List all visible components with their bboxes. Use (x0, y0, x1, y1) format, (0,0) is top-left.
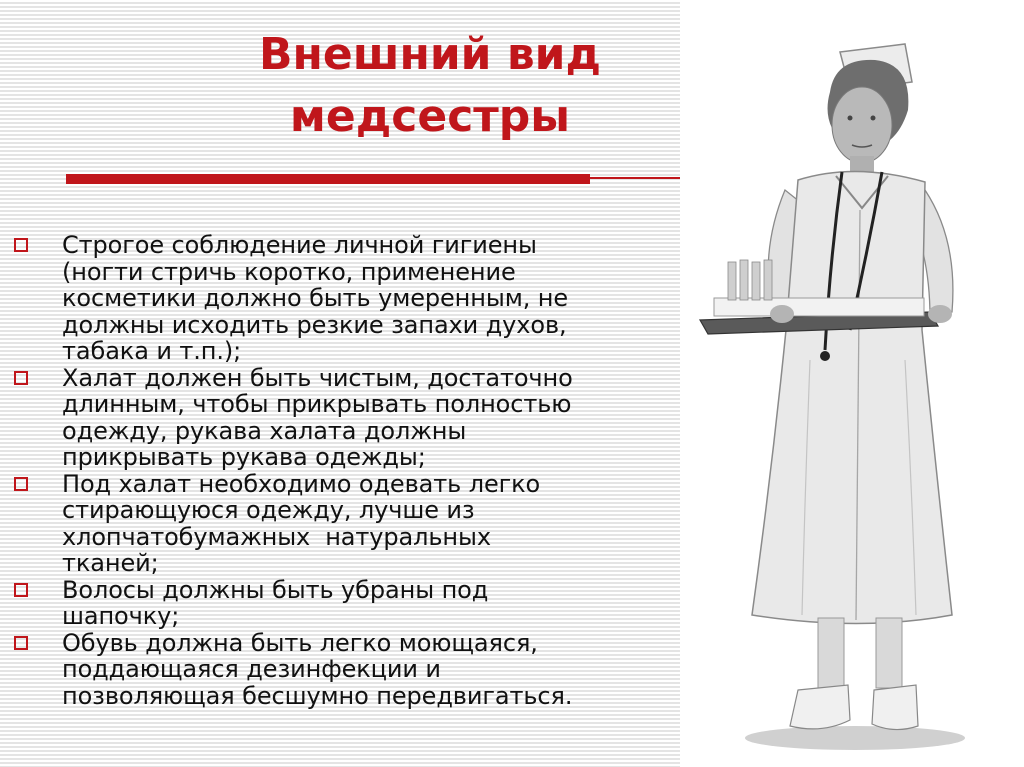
bullet-line: стирающуюся одежду, лучше из (62, 496, 475, 524)
slide-title (220, 24, 640, 148)
title-line-2: медсестры (289, 91, 571, 142)
bullet-line: шапочку; (62, 602, 180, 630)
bullet-line: косметики должно быть умеренным, не (62, 284, 569, 312)
square-bullet-icon (14, 636, 28, 650)
bullet-line: должны исходить резкие запахи духов, (62, 310, 567, 339)
nurse-photo (690, 30, 1020, 760)
bullet-item (10, 471, 680, 577)
bullet-line: табака и т.п.); (62, 337, 242, 365)
bullet-line: Строгое соблюдение личной гигиены (62, 231, 537, 259)
square-bullet-icon (14, 371, 28, 385)
bullet-line: Под халат необходимо одевать легко (62, 469, 541, 498)
bullet-item (10, 232, 680, 365)
floor-shadow (745, 726, 965, 750)
bullet-line: Халат должен быть чистым, достаточно (62, 363, 573, 392)
square-bullet-icon (14, 583, 28, 597)
bullet-line: хлопчатобумажных натуральных (62, 522, 491, 551)
bullet-list (10, 232, 680, 709)
left-shoe (790, 685, 850, 729)
bullet-line: Волосы должны быть убраны под (62, 575, 489, 604)
face (832, 87, 892, 163)
square-bullet-icon (14, 477, 28, 491)
bullet-line: (ногти стричь коротко, применение (62, 257, 516, 286)
bullet-item (10, 577, 680, 630)
bullet-line: одежду, рукава халата должны (62, 416, 467, 445)
right-shoe (872, 685, 918, 730)
title-divider-thin (590, 177, 680, 179)
bullet-line: длинным, чтобы прикрывать полностью (62, 390, 572, 418)
bullet-line: Обувь должна быть легко моющаяся, (62, 628, 538, 657)
bullet-line: тканей; (62, 549, 159, 577)
title-divider (66, 174, 590, 184)
bullet-line: прикрывать рукава одежды; (62, 443, 426, 471)
bullet-line: поддающаяся дезинфекции и (62, 655, 441, 683)
bullet-item (10, 630, 680, 710)
title-line-1: Внешний вид (258, 29, 602, 80)
bullet-item (10, 365, 680, 471)
bullet-line: позволяющая бесшумно передвигаться. (62, 681, 573, 710)
square-bullet-icon (14, 238, 28, 252)
